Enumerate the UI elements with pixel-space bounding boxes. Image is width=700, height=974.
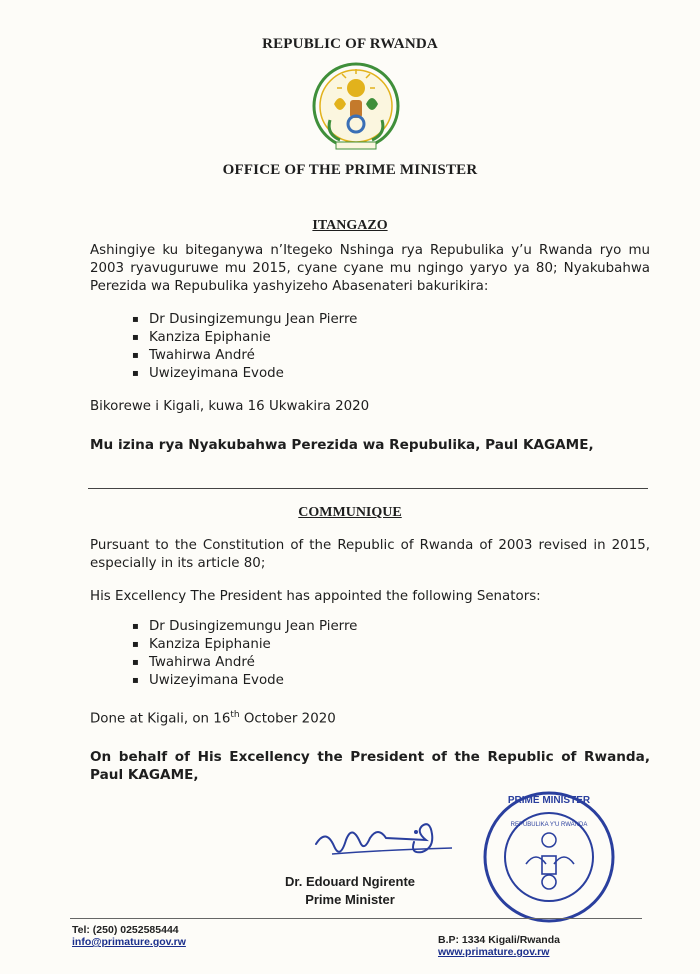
communique-on-behalf: On behalf of His Excellency the President of the Republic of Rwanda, Paul KAGAME, [90,749,650,783]
communique-appointed: His Excellency The President has appointed the following Senators: [90,589,541,604]
list-item: ▪ Dr Dusingizemungu Jean Pierre [132,311,357,329]
itangazo-on-behalf: Mu izina rya Nyakubahwa Perezida wa Repubulika, Paul KAGAME, [90,437,594,453]
stamp-title: PRIME MINISTER [507,795,591,806]
office-heading: OFFICE OF THE PRIME MINISTER [222,162,478,178]
footer-postal-box: B.P: 1334 Kigali/Rwanda [438,934,560,946]
coat-of-arms-emblem [306,60,406,156]
stamp-inner-text: REPUBULIKA Y'U RWANDA [510,822,588,828]
list-item: ▪ Kanziza Epiphanie [132,636,357,654]
handwritten-signature [312,814,472,868]
done-at-prefix: Done at Kigali, on 16 [90,711,231,727]
communique-done-at [90,706,650,728]
communique-senator-list [132,618,357,690]
list-item: ▪ Twahirwa André [132,654,357,672]
country-heading: REPUBLIC OF RWANDA [262,36,438,52]
signatory-name: Dr. Edouard Ngirente [284,874,416,889]
communique-title: COMMUNIQUE [298,505,402,520]
itangazo-done-at: Bikorewe i Kigali, kuwa 16 Ukwakira 2020 [90,399,370,414]
list-item: ▪ Uwizeyimana Evode [132,672,357,690]
signatory-role: Prime Minister [305,892,395,907]
footer-email-link[interactable]: info@primature.gov.rw [72,936,186,948]
list-item: ▪ Kanziza Epiphanie [132,329,357,347]
footer-divider [70,918,642,919]
footer-tel: Tel: (250) 0252585444 [72,924,179,936]
done-at-sup: th [230,710,240,720]
itangazo-intro: Ashingiye ku biteganywa n’Itegeko Nshinga rya Repubulika y’u Rwanda ryo mu 2003 ryavuguruwe mu 2015, cyane cyane mu ngingo yaryo ya 80; Nyakubahwa Perezida wa Repubulika yashyizeho Abasenateri bakurikira: [90,243,650,294]
section-divider [88,488,648,489]
list-item: ▪ Twahirwa André [132,347,357,365]
itangazo-senator-list [132,311,357,383]
list-item: ▪ Dr Dusingizemungu Jean Pierre [132,618,357,636]
footer-website-link[interactable]: www.primature.gov.rw [438,946,550,958]
itangazo-title: ITANGAZO [312,218,388,233]
list-item: ▪ Uwizeyimana Evode [132,365,357,383]
done-at-suffix: October 2020 [239,711,336,727]
communique-intro: Pursuant to the Constitution of the Republic of Rwanda of 2003 revised in 2015, especially in its article 80; [90,538,650,571]
